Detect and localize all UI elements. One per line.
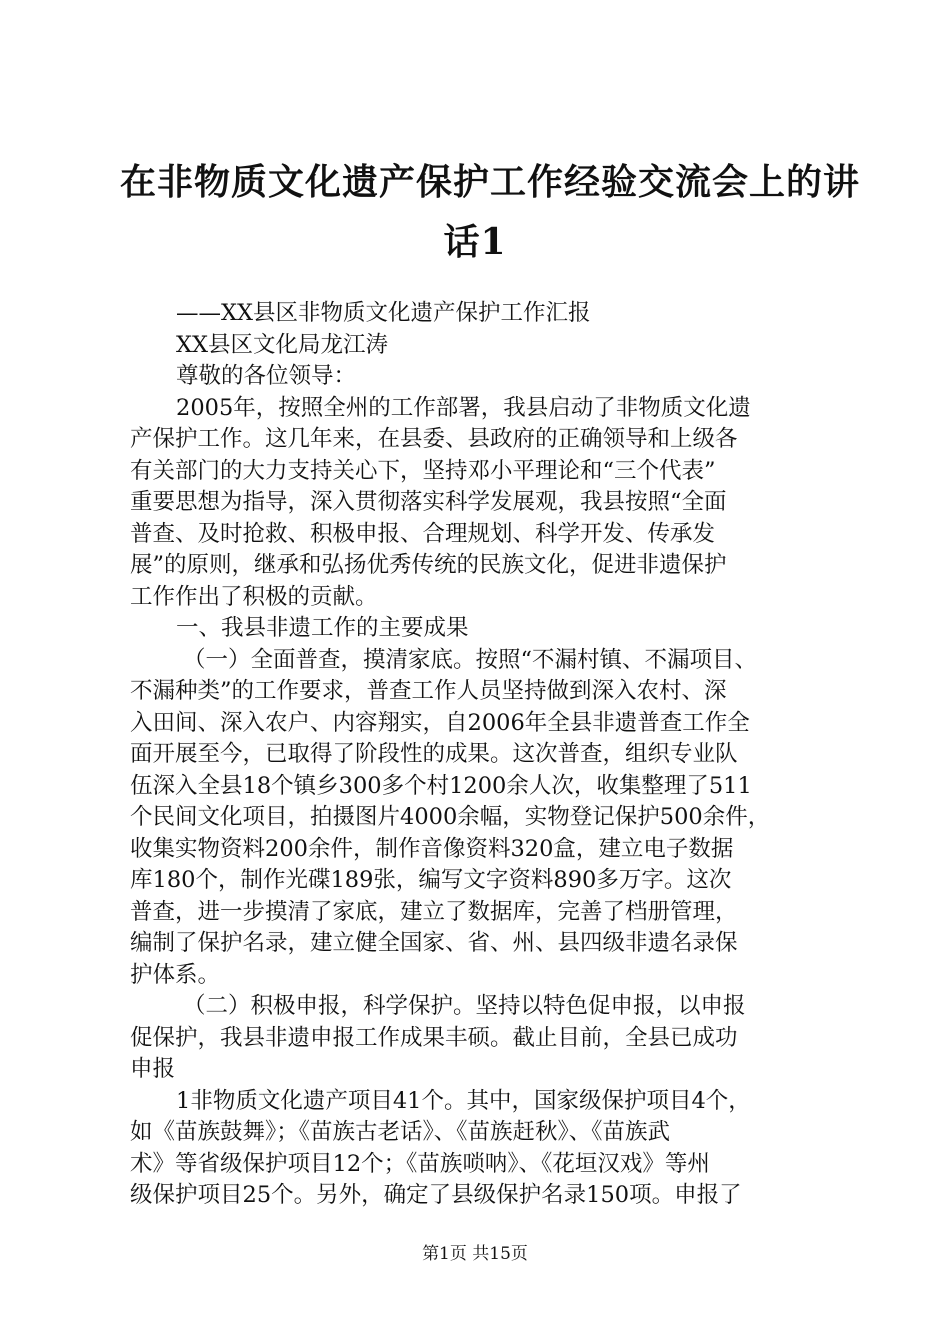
paragraph-line: 重要思想为指导，深入贯彻落实科学发展观，我县按照“全面 bbox=[130, 489, 727, 515]
paragraph-line: （一）全面普查，摸清家底。按照“不漏村镇、不漏项目、 bbox=[183, 646, 758, 673]
paragraph-line: 1非物质文化遗产项目41个。其中，国家级保护项目4个， bbox=[176, 1087, 751, 1114]
paragraph-line: 有关部门的大力支持关心下，坚持邓小平理论和“三个代表” bbox=[130, 457, 716, 484]
document-body bbox=[130, 298, 842, 1212]
section-heading: 一、我县非遗工作的主要成果 bbox=[176, 615, 469, 641]
paragraph-line: （二）积极申报，科学保护。坚持以特色促申报，以申报 bbox=[183, 993, 746, 1019]
paragraph-line: 2005年，按照全州的工作部署，我县启动了非物质文化遗 bbox=[176, 394, 751, 421]
paragraph-line: 编制了保护名录，建立健全国家、省、州、县四级非遗名录保 bbox=[130, 930, 738, 956]
paragraph-line: 申报 bbox=[130, 1056, 176, 1082]
paragraph-line: 入田间、深入农户、内容翔实，自2006年全县非遗普查工作全 bbox=[130, 709, 750, 736]
subtitle-line: ——XX县区非物质文化遗产保护工作汇报 bbox=[176, 300, 591, 326]
document-title-line-2: 话1 bbox=[443, 221, 507, 263]
author-line: XX县区文化局龙江涛 bbox=[176, 331, 389, 358]
paragraph-line: 促保护，我县非遗申报工作成果丰硕。截止目前，全县已成功 bbox=[130, 1024, 738, 1051]
paragraph-line: 不漏种类”的工作要求，普查工作人员坚持做到深入农村、深 bbox=[130, 678, 727, 704]
paragraph-line: 术》等省级保护项目12个；《苗族唢呐》、《花垣汉戏》等州 bbox=[130, 1150, 710, 1177]
paragraph-line: 普查，进一步摸清了家底，建立了数据库，完善了档册管理， bbox=[130, 898, 738, 925]
paragraph-line: 库180个，制作光碟189张，编写文字资料890多万字。这次 bbox=[130, 867, 732, 893]
paragraph-line: 收集实物资料200余件，制作音像资料320盒，建立电子数据 bbox=[130, 835, 734, 862]
paragraph-line: 护体系。 bbox=[130, 961, 221, 988]
paragraph-line: 工作作出了积极的贡献。 bbox=[130, 583, 378, 610]
paragraph-line: 伍深入全县18个镇乡300多个村1200余人次，收集整理了511 bbox=[130, 772, 752, 799]
paragraph-line: 展”的原则，继承和弘扬优秀传统的民族文化，促进非遗保护 bbox=[130, 552, 727, 578]
paragraph-line: 普查、及时抢救、积极申报、合理规划、科学开发、传承发 bbox=[130, 520, 716, 547]
paragraph-line: 产保护工作。这几年来，在县委、县政府的正确领导和上级各 bbox=[130, 426, 738, 452]
salutation-line: 尊敬的各位领导： bbox=[176, 363, 357, 389]
paragraph-line: 个民间文化项目，拍摄图片4000余幅，实物登记保护500余件， bbox=[130, 804, 771, 830]
paragraph-line: 如《苗族鼓舞》；《苗族古老话》、《苗族赶秋》、《苗族武 bbox=[130, 1119, 671, 1145]
paragraph-line: 级保护项目25个。另外，确定了县级保护名录150项。申报了 bbox=[130, 1182, 742, 1208]
document-title-line-1: 在非物质文化遗产保护工作经验交流会上的讲 bbox=[120, 161, 861, 203]
page-footer: 第1页 共15页 bbox=[422, 1244, 528, 1264]
paragraph-line: 面开展至今，已取得了阶段性的成果。这次普查，组织专业队 bbox=[130, 741, 738, 767]
